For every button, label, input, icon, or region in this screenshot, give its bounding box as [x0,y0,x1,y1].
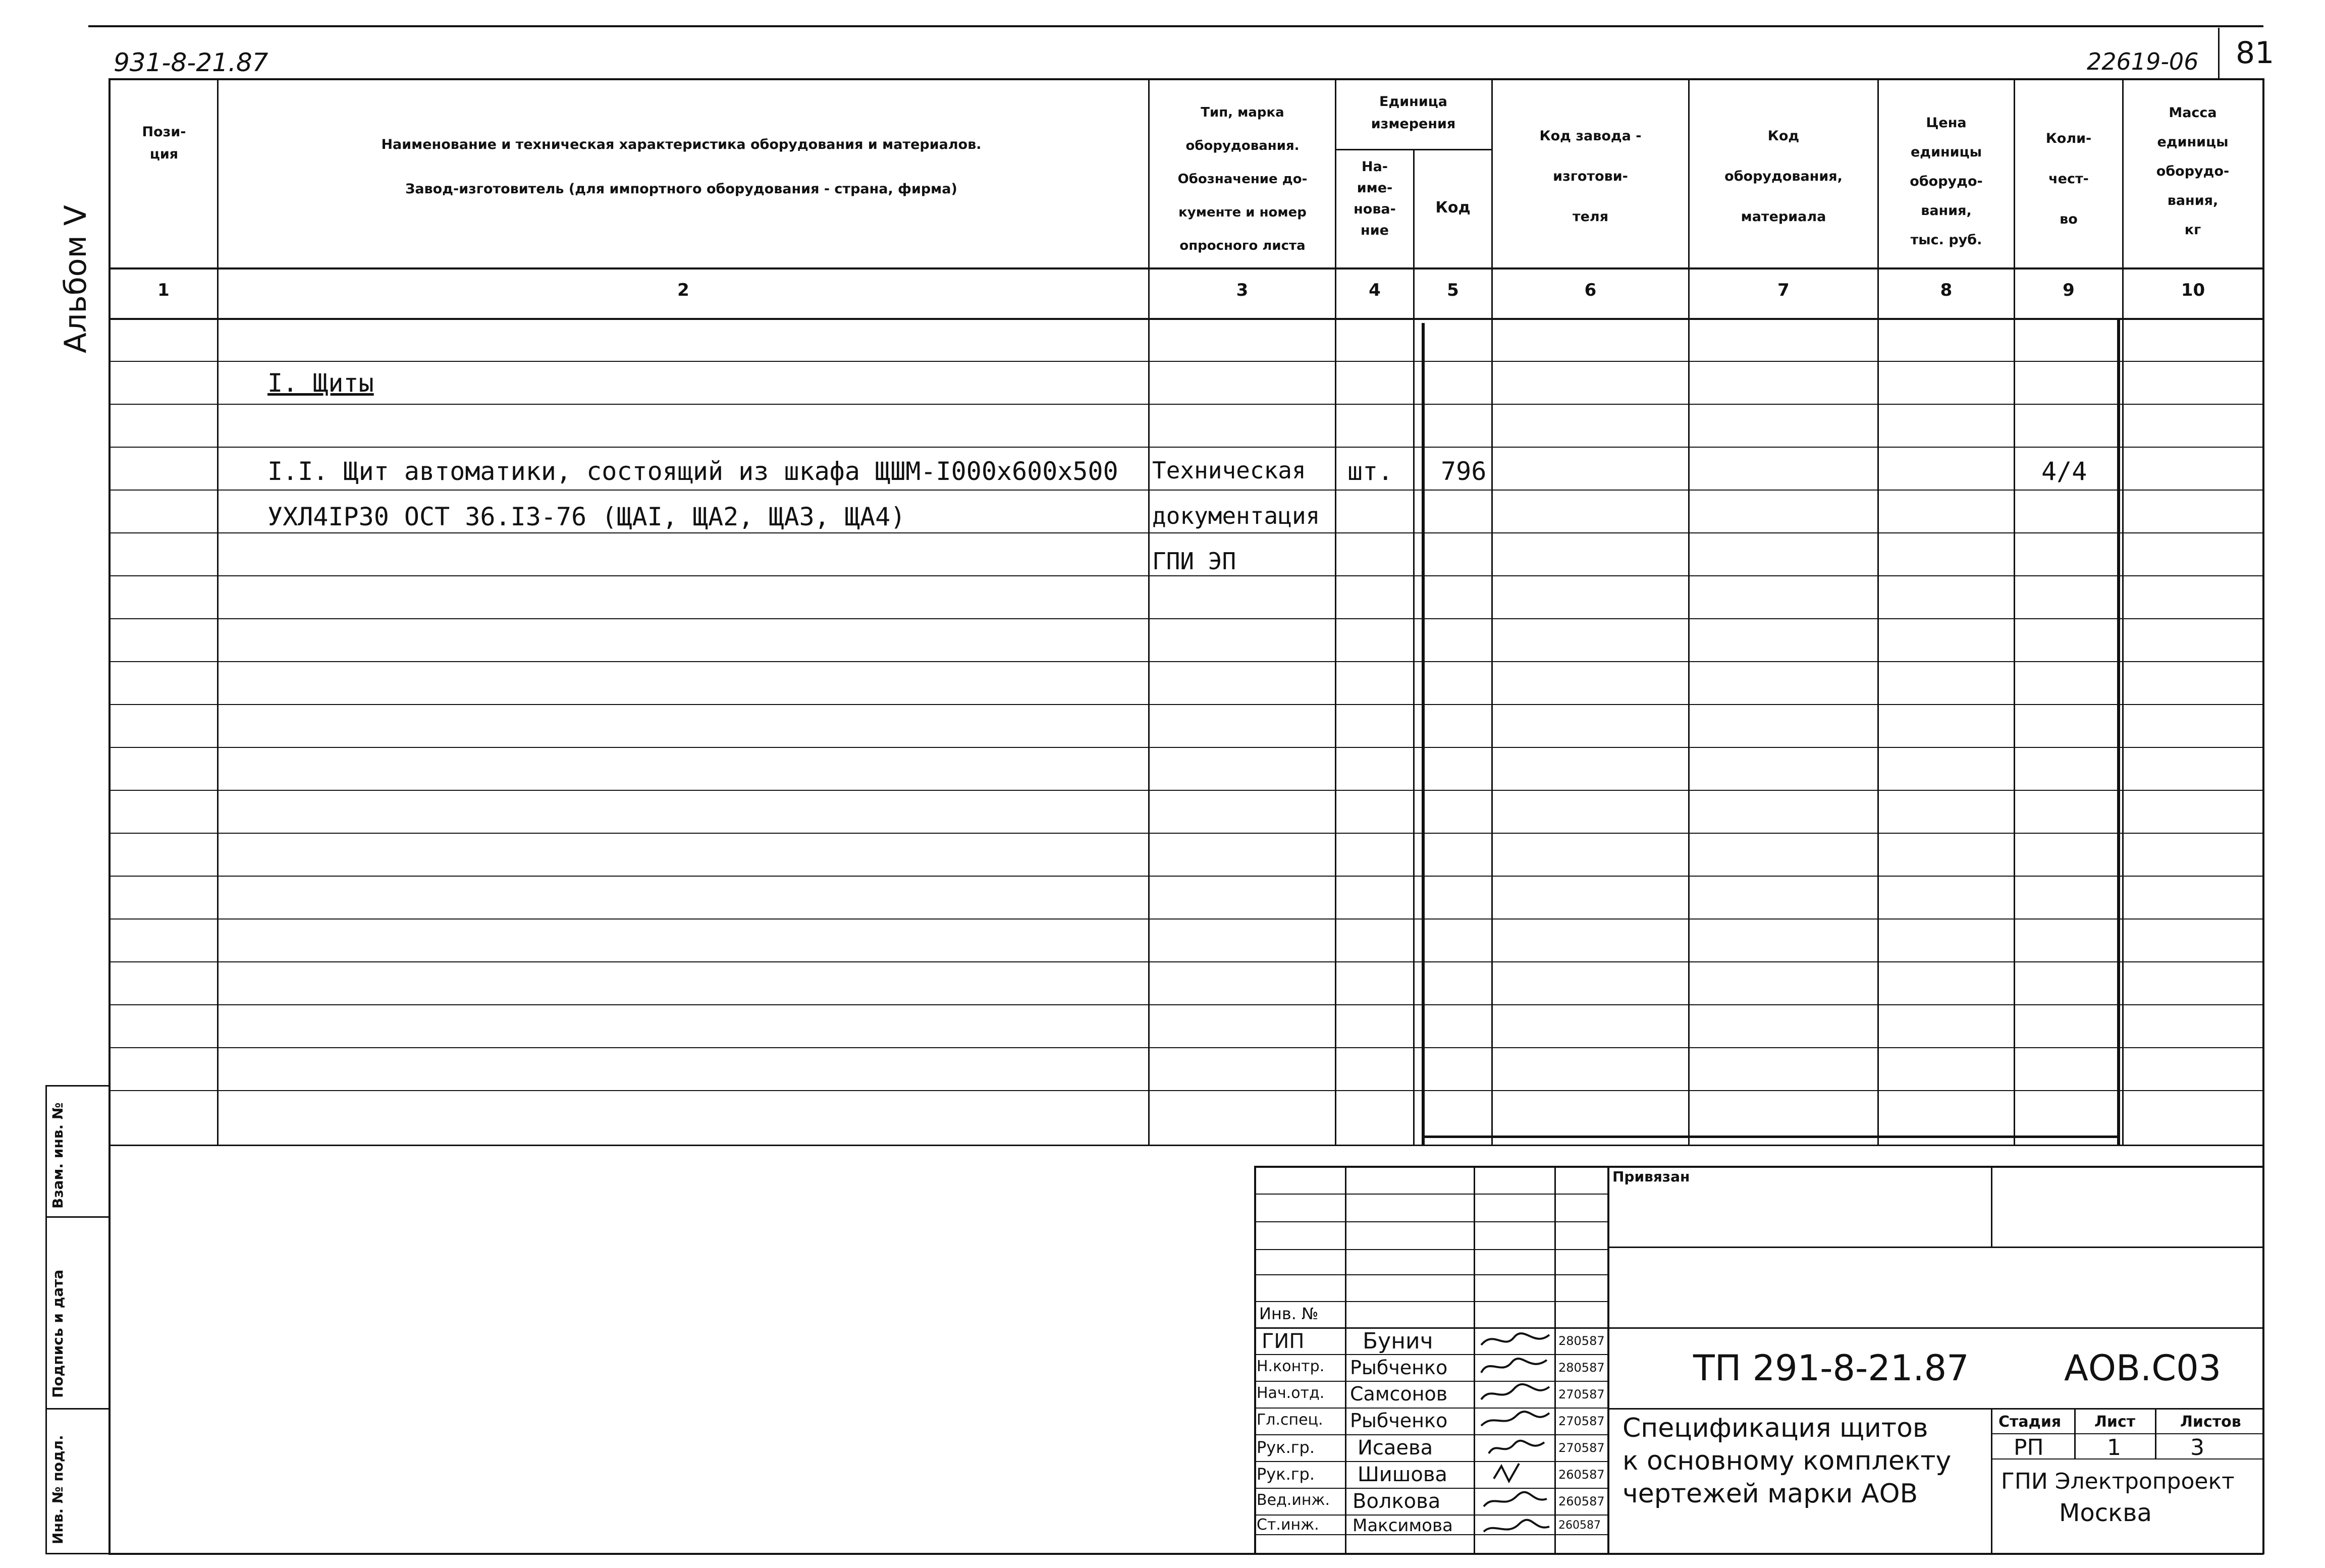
album-label: Альбом V [58,205,93,353]
sig-date-2: 280587 [1558,1361,1605,1375]
sig-name-2: Рыбченко [1350,1357,1448,1379]
sig-date-8: 260587 [1558,1519,1601,1532]
side-label-signature: Подпись и дата [49,1269,66,1398]
sig-date-3: 270587 [1558,1387,1605,1401]
sig-role-8: Ст.инж. [1257,1516,1319,1534]
sheet-value: 1 [2107,1435,2121,1461]
sig-role-5: Рук.гр. [1257,1438,1315,1457]
sig-date-1: 280587 [1558,1334,1605,1348]
side-label-inv-orig: Инв. № подл. [49,1435,66,1544]
item-unit-code: 796 [1441,457,1487,486]
sheets-value: 3 [2190,1435,2204,1461]
sig-name-4: Рыбченко [1350,1410,1448,1432]
header-unit-code: Код [1435,199,1471,217]
header-position: Пози- ция [142,124,186,162]
sheet-label: Лист [2094,1413,2136,1431]
sig-name-8: Максимова [1353,1516,1453,1536]
stage-value: РП [2014,1435,2044,1461]
header-quantity: Коли- чест- во [2045,131,2092,227]
header-name: Наименование и техническая характеристика оборудования и материалов. Завод-изготовитель (для импортного оборудования - страна, фирма) [381,137,982,197]
sig-date-5: 270587 [1558,1441,1605,1455]
sig-name-1: Бунич [1363,1328,1433,1354]
bound-label: Привязан [1612,1168,1690,1185]
colnum-10: 10 [2181,280,2205,300]
sig-date-7: 260587 [1558,1494,1605,1508]
item-type-line2: документация [1152,502,1320,529]
colnum-4: 4 [1369,280,1381,300]
sig-name-5: Исаева [1358,1436,1433,1459]
sig-role-4: Гл.спец. [1257,1411,1323,1429]
item-quantity: 4/4 [2041,457,2087,486]
signature-scribbles [1474,1327,1557,1554]
header-unit-name: На- име- нова- ние [1354,159,1396,238]
sig-name-3: Самсонов [1350,1383,1448,1405]
sig-role-2: Н.контр. [1257,1358,1325,1375]
title-line2: к основному комплекту [1623,1446,1952,1476]
sig-role-7: Вед.инж. [1257,1491,1330,1509]
section-title: I. Щиты [267,368,374,398]
item-description-line2: УХЛ4IР30 ОСТ 36.I3-76 (ЩАI, ЩА2, ЩА3, ЩА4) [267,502,906,531]
sheets-label: Листов [2180,1413,2241,1431]
colnum-3: 3 [1236,280,1249,300]
colnum-2: 2 [677,280,689,300]
sig-role-1: ГИП [1262,1330,1305,1353]
stage-label: Стадия [1998,1413,2062,1431]
item-description-line1: I.I. Щит автоматики, состоящий из шкафа ЩШМ-I000x600x500 [267,457,1118,486]
header-type: Тип, марка оборудования. Обозначение до- кументе и номер опросного листа [1177,105,1308,253]
sig-date-4: 270587 [1558,1414,1605,1428]
inv-label: Инв. № [1259,1304,1319,1323]
sig-date-6: 260587 [1558,1468,1605,1482]
sig-role-6: Рук.гр. [1257,1465,1315,1484]
colnum-7: 7 [1777,280,1790,300]
item-unit: шт. [1347,457,1393,486]
archive-number: 22619-06 [2087,48,2199,75]
album-code: 931-8-21.87 [114,48,268,77]
sig-role-3: Нач.отд. [1257,1384,1325,1402]
colnum-6: 6 [1584,280,1597,300]
title-line1: Спецификация щитов [1623,1413,1928,1443]
organization-line2: Москва [2059,1499,2152,1527]
sig-name-6: Шишова [1358,1463,1447,1486]
header-unit: Единица измерения [1371,94,1456,132]
header-price: Цена единицы оборудо- вания, тыс. руб. [1910,115,1983,248]
side-label-replaced: Взам. инв. № [49,1102,66,1209]
document-code: ТП 291-8-21.87 [1693,1347,1969,1389]
title-line3: чертежей марки АОВ [1623,1479,1918,1509]
item-type-line3: ГПИ ЭП [1152,548,1236,575]
colnum-8: 8 [1940,280,1953,300]
sig-name-7: Волкова [1353,1490,1441,1513]
drawing-mark: АОВ.С03 [2064,1347,2222,1389]
header-maker-code: Код завода - изготови- теля [1539,128,1642,225]
colnum-1: 1 [157,280,170,300]
sheet-number: 81 [2236,35,2275,71]
colnum-5: 5 [1447,280,1459,300]
organization-line1: ГПИ Электропроект [2001,1469,2235,1494]
header-mass: Масса единицы оборудо- вания, кг [2156,105,2230,238]
header-equipment-code: Код оборудования, материала [1724,128,1843,225]
item-type-line1: Техническая [1152,457,1306,484]
colnum-9: 9 [2063,280,2075,300]
